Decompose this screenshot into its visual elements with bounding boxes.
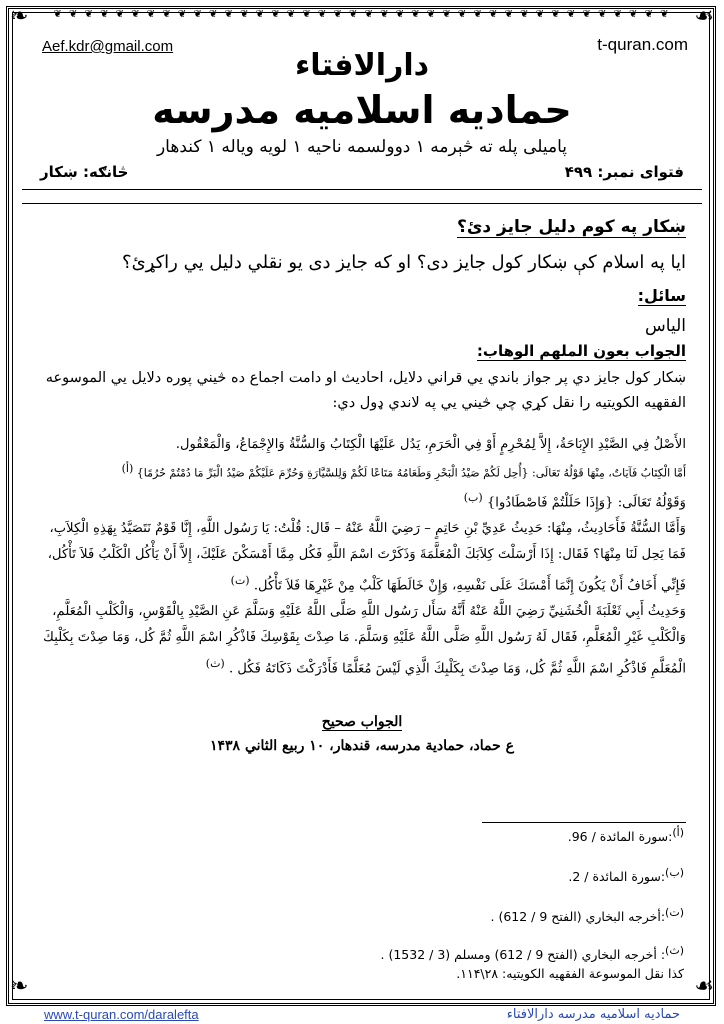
- footnote-3-text: :أخرجه البخاري (الفتح 9 / 612) .: [490, 909, 666, 925]
- site-name: t-quran.com: [597, 35, 688, 54]
- arabic-paragraph-2-text: أَمَّا الْكِتَابُ فَآيَاتٌ، مِنْهَا قَوْلُهُ تَعَالَى: {أُحِل لَكُمْ صَيْدُ الْبَحْرِ وَطَعَامُهُ مَتَاعًا لَكُمْ وَلِلسَّيَّارَةِ وَحُرِّمَ عَلَيْكُمْ صَيْدُ الْبَرِّ مَا دُمْتُمْ حُرُمًا}: [136, 466, 686, 480]
- address: پامیلی پله ته څېرمه ۱ دوولسمه ناحیه ۱ لویه ویاله ۱ کندهار: [156, 137, 568, 157]
- institution-name: حمادیه اسلامیه مدرسه: [152, 88, 572, 132]
- footnote-2-text: :سورة المائدة / 2.: [568, 869, 666, 885]
- arabic-quotation-block: [32, 432, 686, 683]
- footnote-4: [300, 944, 684, 962]
- header-divider-2: [22, 203, 702, 204]
- arabic-paragraph-1: الأَصْلُ فِي الصَّيْدِ الإِبَاحَةُ، إِلاَّ لِمُحْرِمٍ أَوْ فِي الْحَرَمِ، يَدُل عَلَيْهَا الْكِتَابُ وَالسُّنَّةُ وَالإِجْمَاعُ، وَالْمَعْقُول.: [175, 437, 686, 452]
- corner-ornament-bottom-right-icon: ☙: [694, 974, 714, 999]
- arabic-paragraph-5-text: وَحَدِيثُ أَبِي ثَعْلَبَةَ الْخُشَنِيِّ رَضِيَ اللَّهُ عَنْهُ أَنَّهُ سَأَل رَسُول اللَّهِ صَلَّى اللَّهُ عَلَيْهِ وَسَلَّمَ عَنِ الصَّيْدِ بِالْقَوْسِ، وَالْكَلْبِ الْمُعَلَّمِ، وَالْكَلْبِ غَيْرِ الْمُعَلَّمِ، فَقَال لَهُ رَسُول اللَّهِ صَلَّى اللَّهُ عَلَيْهِ وَسَلَّمَ. مَا صِدْتَ بِقَوْسِكَ فَاذْكُرِ اسْمَ اللَّهِ ثُمَّ كُل، وَمَا صِدْتَ بِكَلْبِكَ الْمُعَلَّمِ فَاذْكُرِ اسْمَ اللَّهِ ثُمَّ كُل، وَمَا صِدْتَ بِكَلْبِكَ الَّذِي لَيْسَ مُعَلَّمًا فَأَدْرَكْتَ ذَكَاتَهُ فَكُل .: [43, 604, 686, 677]
- arabic-paragraph-4-text: وَأَمَّا السُّنَّةُ فَأَحَادِيثُ، مِنْهَا: حَدِيثُ عَدِيِّ بْنِ حَاتِمٍ – رَضِيَ اللَّهُ عَنْهُ – قَال: قُلْتُ: يَا رَسُول اللَّهِ، إِنَّا قَوْمٌ نَتَصَيَّدُ بِهَذِهِ الْكِلاَبِ، فَمَا يَحِل لَنَا مِنْهَا؟ فَقَال: إِذَا أَرْسَلْتَ كِلاَبَكَ الْمُعَلَّمَةَ وَذَكَرْتَ اسْمَ اللَّهِ فَكُل مِمَّا أَمْسَكْنَ عَلَيْكَ، إِلاَّ أَنْ يَأْكُل الْكَلْبُ فَلاَ تَأْكُل، فَإِنِّي أَخَافُ أَنْ يَكُونَ إِنَّمَا أَمْسَكَ عَلَى نَفْسِهِ، وَإِنْ خَالَطَهَا كَلْبٌ مِنْ غَيْرِهَا فَلاَ تَأْكُل.: [47, 521, 686, 594]
- answer-intro: ښکار کول جایز دي پر جواز باندي يي قراني دلایل، احادیث او دامت اجماع ده څیني پوره دلایل يي الموسوعه الفقهيه الکويتيه را نقل کړي چي څیني يي په لاندي ډول دي:: [45, 370, 686, 411]
- arabic-paragraph-2: [32, 458, 686, 485]
- asker-label: [32, 286, 686, 305]
- answer-heading: [32, 342, 686, 360]
- answer-heading-text: الجواب بعون الملهم الوهاب:: [476, 342, 686, 360]
- footnote-4-text: : أخرجه البخاري (الفتح 9 / 612) ومسلم (3 / 1532) .: [380, 947, 666, 963]
- footnote-mark-1: (أ): [121, 462, 134, 475]
- question-title-text: ښکار په کوم دلیل جایز دئ؟: [456, 217, 686, 237]
- arabic-paragraph-3-text: وَقَوْلُهُ تَعَالَى: {وَإِذَا حَلَلْتُمْ فَاصْطَادُوا}: [486, 495, 686, 511]
- footnote-1-text: :سورة المائدة / 96.: [567, 829, 673, 845]
- header-divider: [22, 189, 702, 190]
- arabic-paragraph-4: [32, 516, 686, 599]
- corner-ornament-top-right-icon: ☙: [694, 4, 714, 29]
- signature-line: ع حماد، حمادیة مدرسه، قندهار، ۱۰ ربیع الثاني ۱۴۳۸: [210, 738, 514, 754]
- footnote-1: [300, 826, 684, 844]
- footnote-3-mark: (ت): [665, 906, 684, 919]
- footnote-2-mark: (ب): [665, 866, 684, 879]
- corner-ornament-top-left-icon: ❧: [10, 4, 29, 29]
- top-ornament-border: ❦ ❦ ❦ ❦ ❦ ❦ ❦ ❦ ❦ ❦ ❦ ❦ ❦ ❦ ❦ ❦ ❦ ❦ ❦ ❦ ❦ ❦ ❦ ❦ ❦ ❦ ❦ ❦ ❦ ❦ ❦ ❦ ❦ ❦ ❦ ❦ ❦ ❦ ❦ ❦: [53, 9, 671, 20]
- section-label: څانګه: ښکار: [40, 163, 129, 181]
- footnote-mark-3: (ت): [230, 574, 250, 588]
- footer-name: حمادیه اسلامیه مدرسه دارالافتاء: [506, 1007, 680, 1022]
- arabic-paragraph-5: [32, 599, 686, 682]
- footnote-extra: کذا نقل الموسوعة الفقهیه الکویتیه: ۲۸\۱۱۴.: [456, 966, 684, 981]
- question-text: ایا په اسلام کې ښکار کول جایز دی؟ او که جایز دی یو نقلي دلیل یي راکړئ؟: [122, 252, 686, 273]
- footnote-mark-4: (ث): [205, 657, 225, 671]
- footnote-1-mark: (أ): [672, 826, 684, 839]
- answer-correct-label: [0, 714, 724, 730]
- fatwa-number: فتوای نمبر: ۴۹۹: [564, 163, 684, 181]
- asker-name: الیاس: [645, 316, 686, 336]
- email-link[interactable]: Aef.kdr@gmail.com: [42, 38, 174, 55]
- footnote-mark-2: (ب): [463, 490, 483, 504]
- corner-ornament-bottom-left-icon: ❧: [10, 974, 29, 999]
- footer-url-link[interactable]: www.t-quran.com/daralefta: [44, 1007, 199, 1022]
- question-title: [32, 217, 686, 237]
- footnote-divider: [482, 822, 686, 823]
- answer-correct-text: الجواب صحیح: [321, 714, 403, 730]
- footnote-2: [300, 866, 684, 884]
- asker-label-text: سائل:: [637, 286, 686, 305]
- arabic-paragraph-3: [32, 485, 686, 516]
- footnote-3: [300, 906, 684, 924]
- footnote-4-mark: (ث): [665, 944, 684, 957]
- page-title: دارالافتاء: [294, 48, 430, 83]
